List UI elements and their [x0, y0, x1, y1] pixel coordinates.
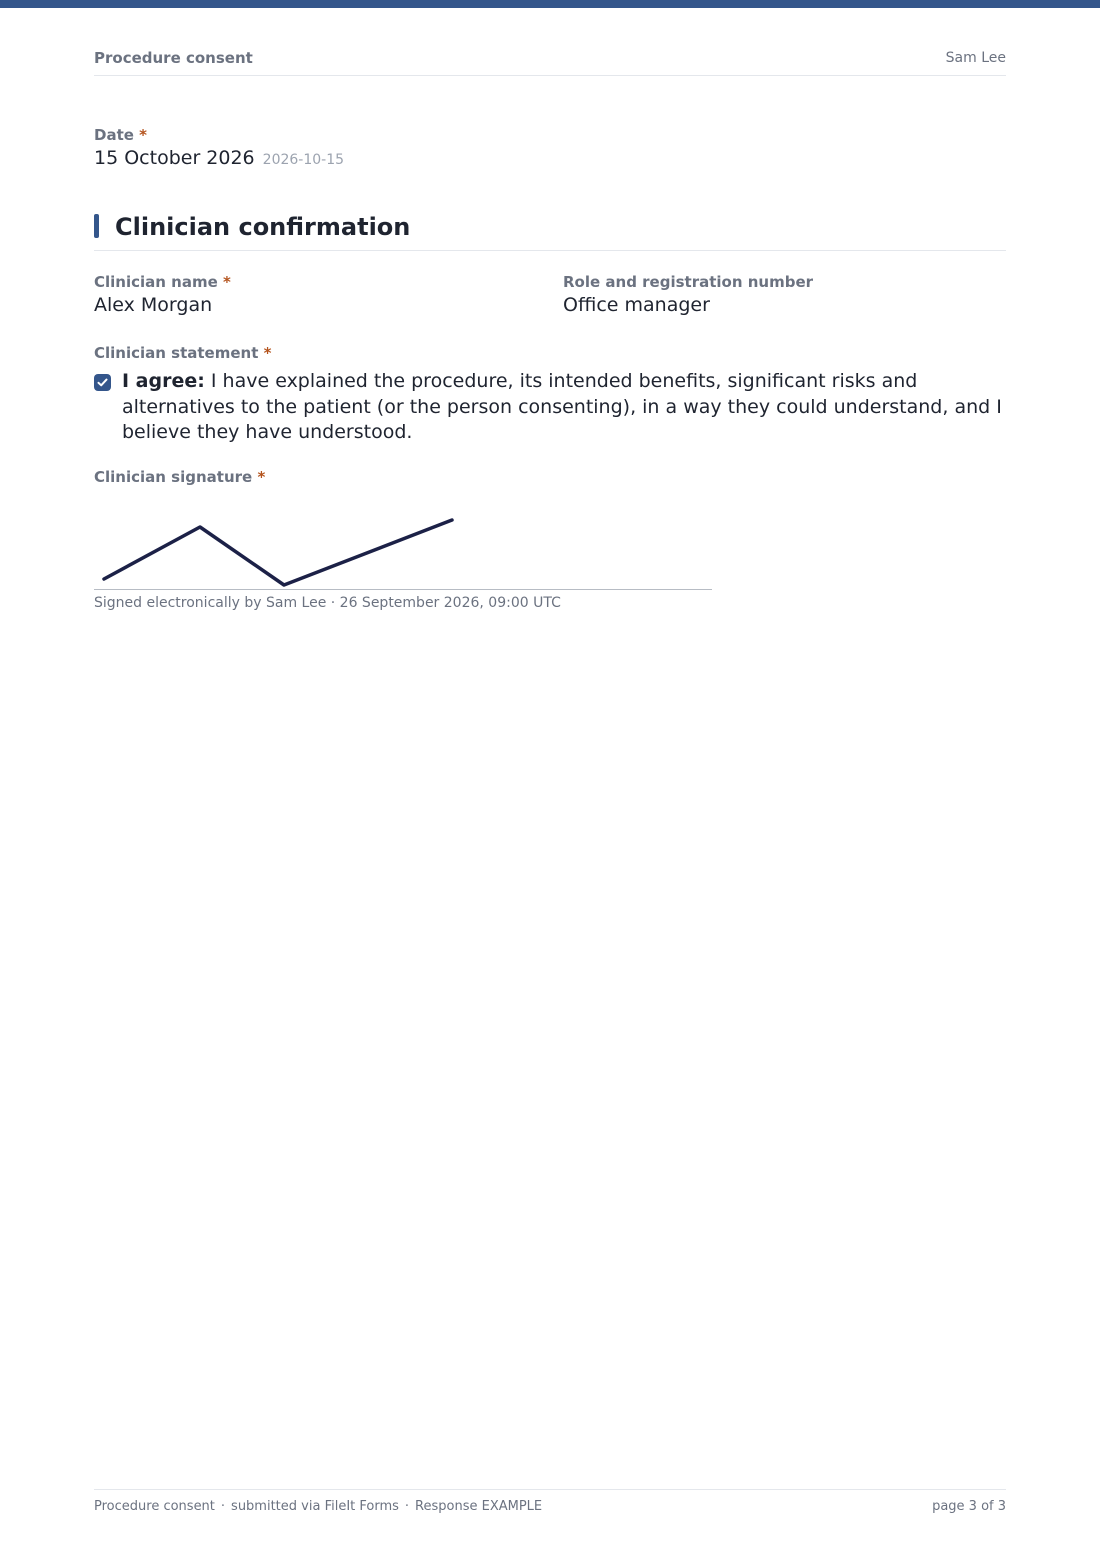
page-footer: [94, 1489, 1006, 1520]
checkmark-icon: [96, 376, 109, 389]
clinician-statement-field: [94, 343, 1006, 446]
statement-text: [122, 369, 1006, 446]
clinician-signature-field: [94, 467, 714, 612]
required-marker: *: [257, 468, 266, 486]
section-accent-bar: [94, 214, 99, 238]
signature-image: [94, 495, 712, 589]
footer-response: Response EXAMPLE: [415, 1499, 543, 1514]
clinician-name-field: [94, 272, 231, 318]
header-user-name: Sam Lee: [945, 50, 1006, 66]
required-marker: *: [223, 273, 231, 291]
clinician-statement-label: Clinician statement *: [94, 344, 272, 362]
date-value: 15 October 2026 2026-10-15: [94, 147, 345, 169]
document-title: Procedure consent: [94, 49, 253, 67]
clinician-signature-label: Clinician signature *: [94, 468, 266, 486]
page-header: [94, 49, 1006, 76]
section-heading: [94, 212, 1006, 251]
statement-body: I have explained the procedure, its intended benefits, significant risks and alternatives to the patient (or the person consenting), in a way they could understand, and I believe they have understood.: [122, 370, 1002, 443]
footer-separator: ·: [404, 1499, 410, 1514]
footer-info: [94, 1499, 542, 1514]
page-indicator: page 3 of 3: [932, 1499, 1006, 1514]
top-accent-bar: [0, 0, 1100, 8]
signature-caption: Signed electronically by Sam Lee · 26 September 2026, 09:00 UTC: [94, 595, 561, 611]
role-registration-field: [563, 272, 813, 318]
role-registration-label: Role and registration number: [563, 273, 814, 291]
required-marker: *: [263, 344, 272, 362]
date-iso-value: 2026-10-15: [262, 152, 345, 168]
date-label: Date *: [94, 126, 148, 144]
footer-submitted-via: submitted via FileIt Forms: [231, 1499, 399, 1514]
agree-label: I agree:: [122, 370, 205, 392]
clinician-name-value: Alex Morgan: [94, 294, 213, 316]
agree-checkbox[interactable]: [94, 374, 111, 391]
footer-form-name: Procedure consent: [94, 1499, 215, 1514]
statement-row: [94, 369, 1006, 446]
role-registration-value: Office manager: [563, 294, 710, 316]
required-marker: *: [139, 126, 148, 144]
signature-area: [94, 495, 712, 590]
clinician-name-label: Clinician name *: [94, 273, 231, 291]
date-field: [94, 125, 344, 173]
section-title: Clinician confirmation: [115, 213, 411, 241]
footer-separator: ·: [220, 1499, 226, 1514]
